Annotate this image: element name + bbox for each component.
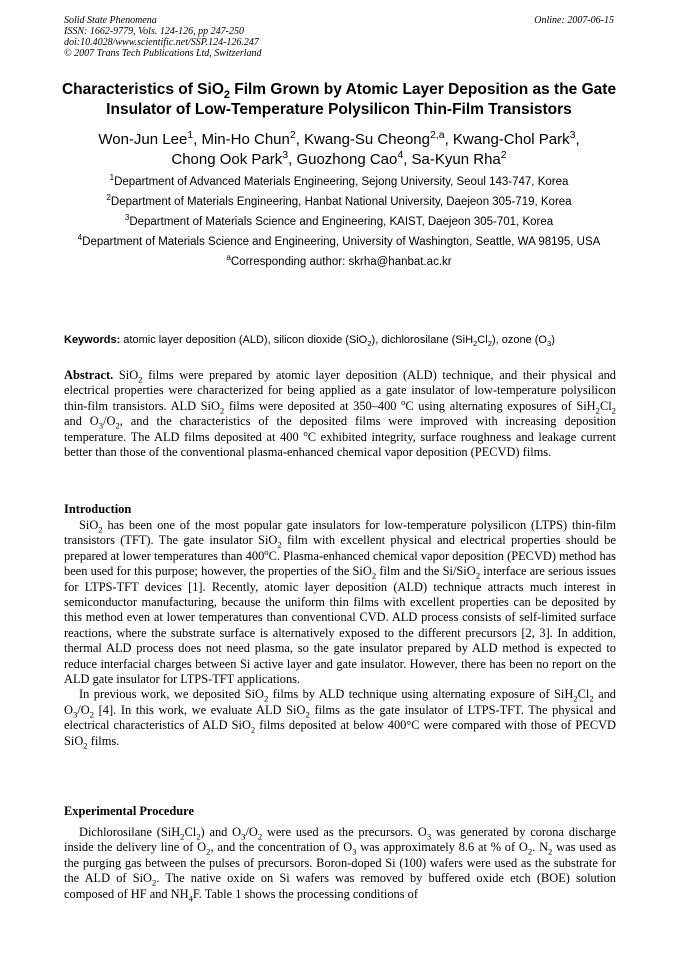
author: Sa-Kyun Rha$^2$ (411, 149, 507, 168)
affiliation-list (56, 175, 622, 275)
paragraph: In previous work, we deposited SiO$_2$ films by ALD technique using alternating exposure of $SiH_2Cl_2$ and $O_3/O_2$ [4]. In this work, we evaluate ALD SiO$_2$ films as the gate insulator of LTPS-TFT. The physical and electrical characteristics of ALD SiO$_2$ films deposited at below 400°C were compared with those of PECVD SiO$_2$ films. (64, 687, 617, 751)
author-list (40, 130, 638, 170)
affiliation: $^2$Department of Materials Engineering, Hanbat National University, Daejeon 305-719, Korea (106, 193, 572, 208)
paper-title: Characteristics of SiO$_2$ Film Grown by Atomic Layer Deposition as the Gate Insulator of Low-Temperature Polysilicon Thin-Film Transistors (61, 81, 617, 118)
author: Kwang-Su Cheong$^{2,a}$, (304, 129, 453, 148)
corresponding-author: $^a$Corresponding author: skrha@hanbat.ac.kr (226, 253, 452, 268)
introduction-heading: Introduction (64, 502, 132, 516)
journal-header (64, 15, 262, 59)
abstract-label: Abstract. (64, 368, 114, 382)
author: Guozhong Cao$^4$, (296, 149, 412, 168)
online-date: Online: 2007-06-15 (534, 15, 614, 26)
author: Kwang-Chol Park$^3$, (452, 129, 580, 148)
copyright-line: © 2007 Trans Tech Publications Ltd, Switzerland (64, 48, 262, 59)
affiliation: $^1$Department of Advanced Materials Engineering, Sejong University, Seoul 143-747, Korea (109, 173, 569, 188)
journal-name: Solid State Phenomena (64, 15, 157, 26)
introduction-body (64, 518, 616, 749)
keywords-label: Keywords: (64, 334, 121, 346)
paragraph: Dichlorosilane $(SiH_2Cl_2)$ and $O_3/O_2$ were used as the precursors. $O_3$ was generated by corona discharge inside the delivery line of $O_2$, and the concentration of $O_3$ was approximately 8.6 at % of $O_2$. $N_2$ was used as the purging gas between the pulses of precursors. Boron-doped Si (100) wafers were used as the substrate for the ALD of SiO$_2$. The native oxide on Si wafers was removed by buffered oxide etch (BOE) solution composed of HF and $NH_4F$. Table 1 shows the processing conditions of (64, 825, 617, 904)
affiliation: $^3$Department of Materials Science and Engineering, KAIST, Daejeon 305-701, Korea (124, 213, 554, 228)
experimental-heading: Experimental Procedure (64, 804, 194, 818)
author: Chong Ook Park$^3$, (171, 149, 297, 168)
experimental-body (64, 825, 616, 902)
issn-line: ISSN: 1662-9779, Vols. 124-126, pp 247-250 (64, 26, 244, 37)
keywords: Keywords: atomic layer deposition (ALD), silicon dioxide (SiO$_2$), dichlorosilane $(SiH_2Cl_2)$, ozone $(O_3)$ (64, 334, 555, 349)
author: Won-Jun Lee$^1$, (98, 129, 202, 148)
affiliation: $^4$Department of Materials Science and Engineering, University of Washington, Seattle, WA 98195, USA (77, 233, 601, 248)
abstract: Abstract. SiO$_2$ films were prepared by atomic layer deposition (ALD) technique, and their physical and electrical properties were characterized for being applied as a gate insulator of low-temperature polysilicon thin-film transistors. ALD SiO$_2$ films were deposited at 350–400 $^o$C using alternating exposures of $SiH_2Cl_2$ and $O_3/O_2$, and the characteristics of the deposited films were improved with increasing deposition temperature. The ALD films deposited at 400 $^o$C exhibited integrity, surface roughness and leakage current better than those of the conventional plasma-enhanced chemical vapor deposition (PECVD) films. (64, 368, 616, 460)
paragraph: SiO$_2$ has been one of the most popular gate insulators for low-temperature polysilicon (LTPS) thin-film transistors (TFT). The gate insulator SiO$_2$ film with excellent physical and electrical properties should be prepared at lower temperatures than 400$^o$C. Plasma-enhanced chemical vapor deposition (PECVD) method has been used for this purpose; however, the properties of the SiO$_2$ film and the Si/SiO$_2$ interface are serious issues for LTPS-TFT devices [1]. Recently, atomic layer deposition (ALD) technique attracts much interest in semiconductor manufacturing, because the uniform thin films with excellent properties can be deposited by this method even at lower temperatures than conventional CVD. ALD process consists of self-limited surface reactions, where the substrate surface is alternatively exposed to the different precursors [2, 3]. In addition, thermal ALD process does not need plasma, so the gate insulator prepared by ALD method is expected to reduce interfacial charges between Si active layer and gate insulator. However, there has been no report on the ALD gate insulator for LTPS-TFT applications. (64, 518, 617, 687)
author: Min-Ho Chun$^2$, (201, 129, 305, 148)
doi-line: doi:10.4028/www.scientific.net/SSP.124-126.247 (64, 37, 259, 48)
